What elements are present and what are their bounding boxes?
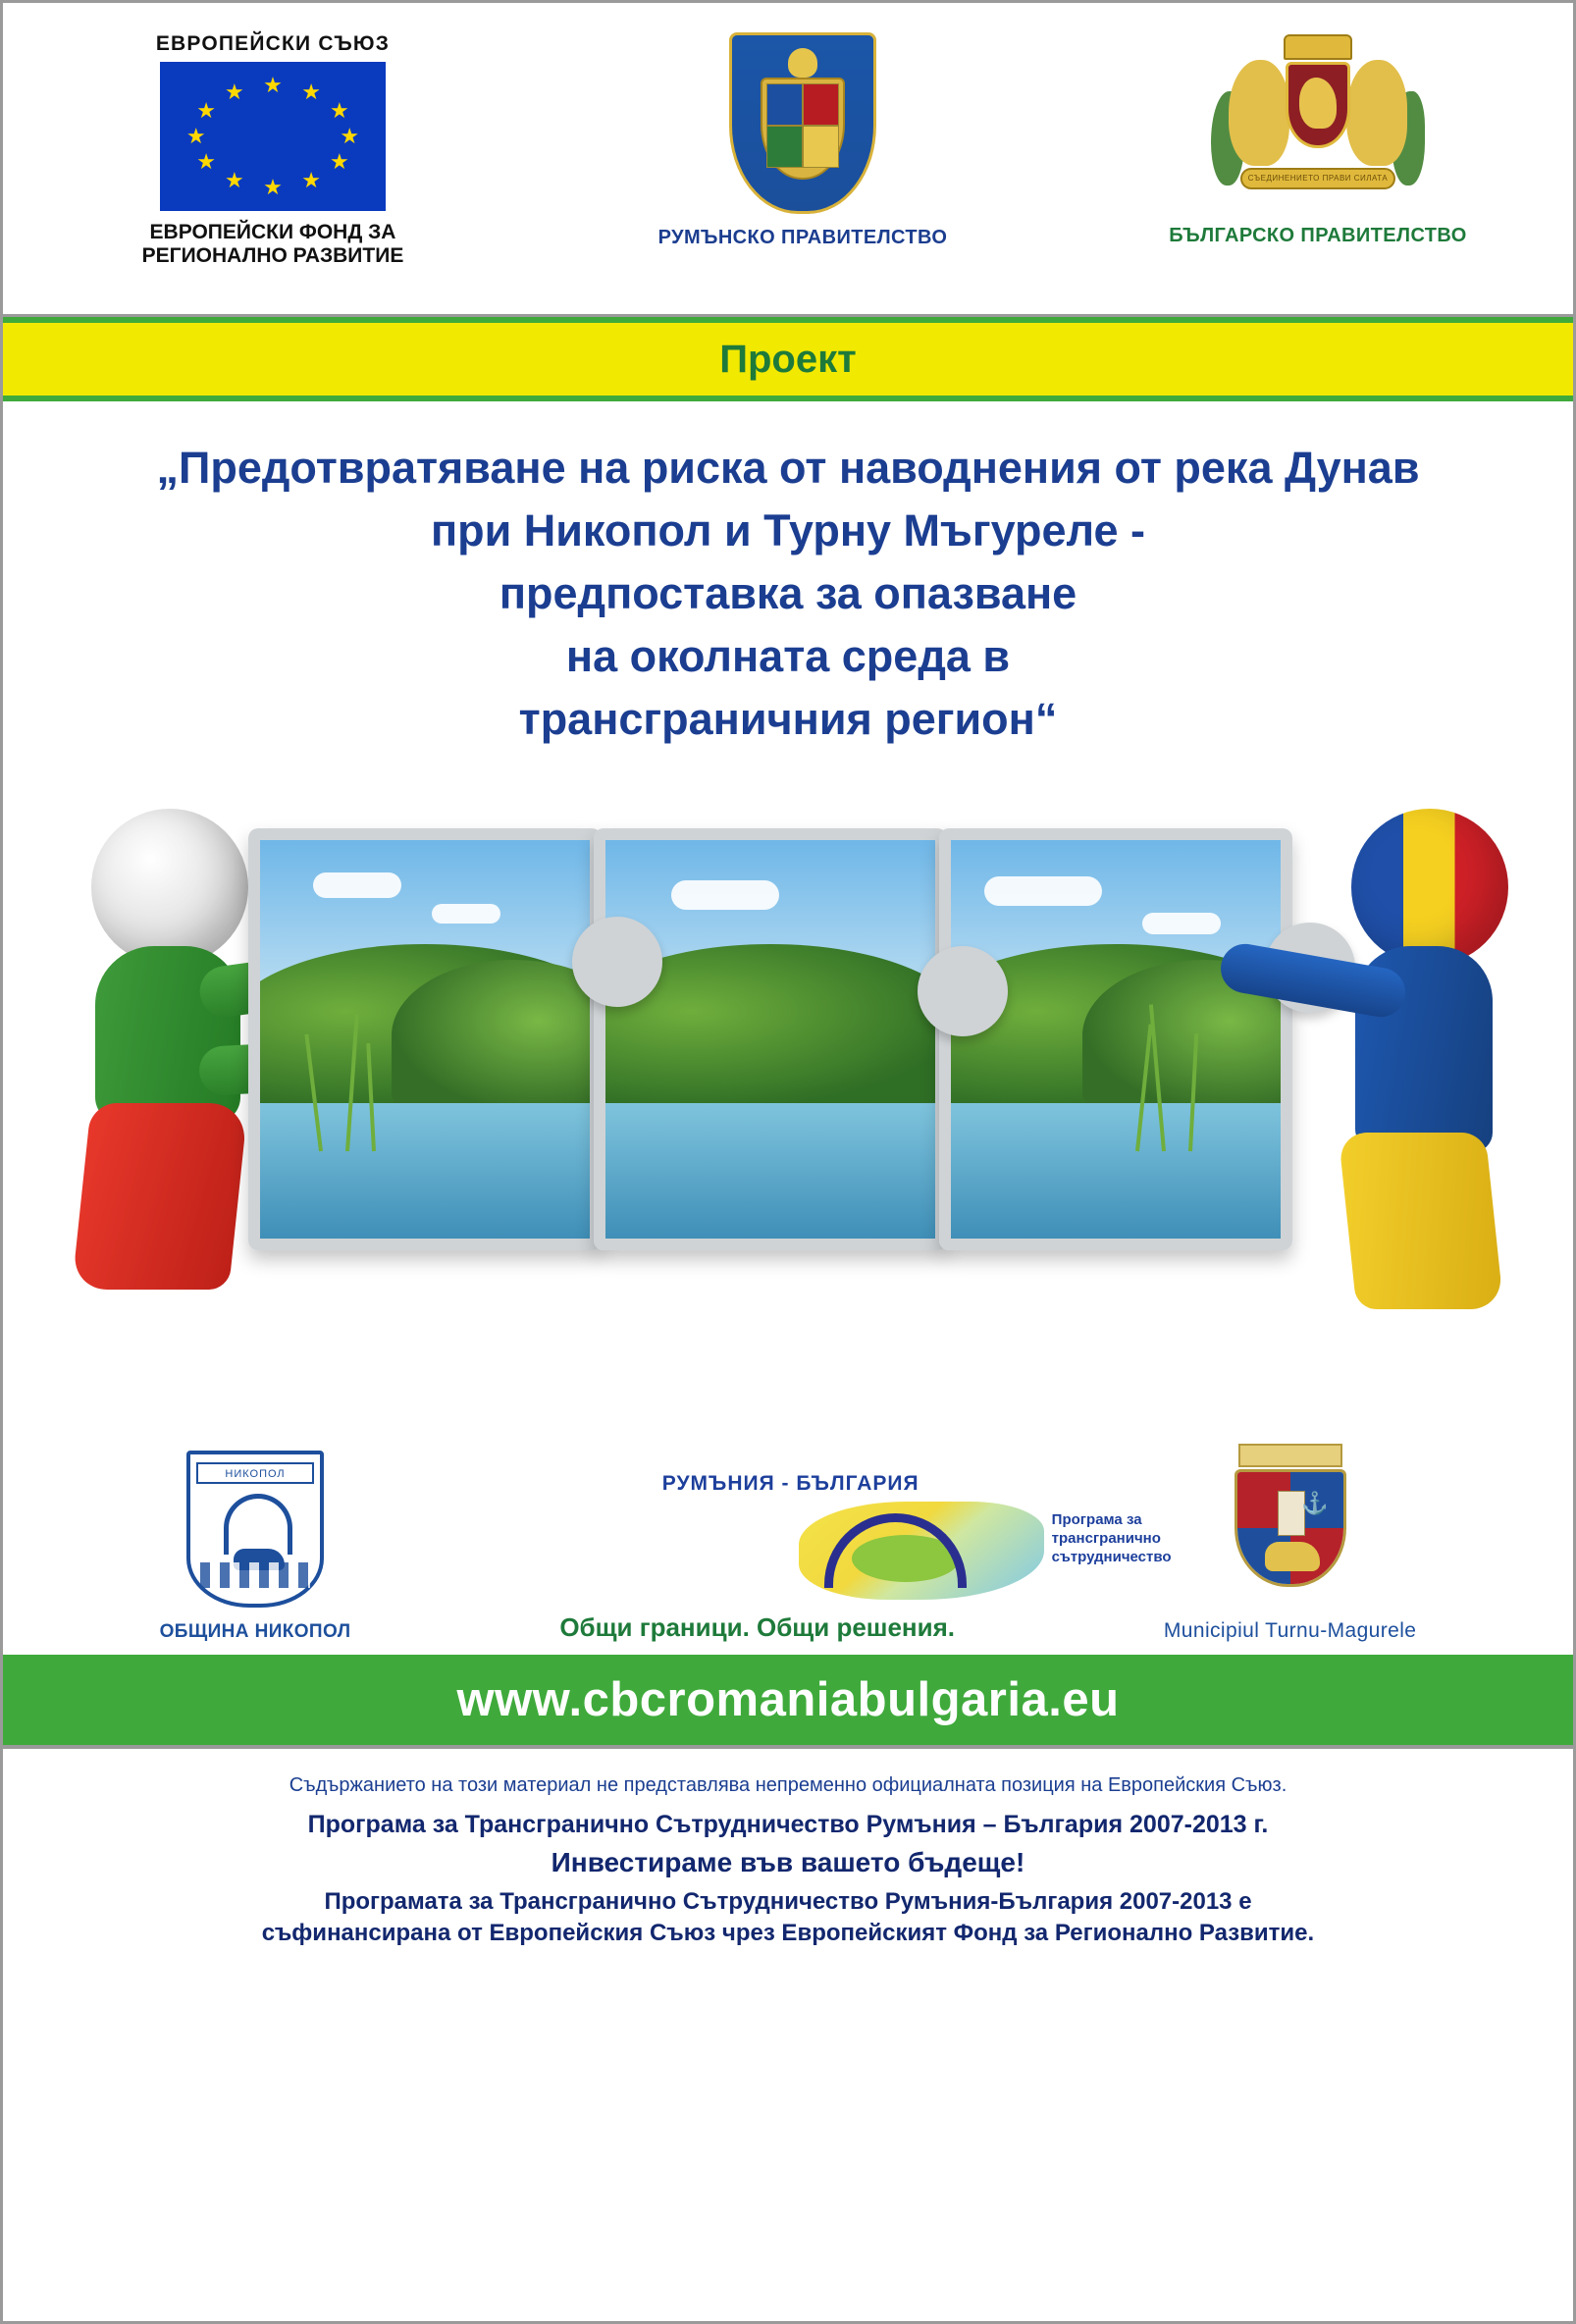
lion-supporter-right-shape [1346,60,1407,166]
turnu-magurele-caption: Municipiul Turnu-Magurele [1163,1619,1417,1643]
eu-star-icon: ★ [225,167,244,192]
lion-shape [1265,1542,1320,1571]
programme-slogan: Общи граници. Общи решения. [559,1612,956,1643]
quarter-3 [766,126,803,168]
title-line-4: на околната среда в [565,630,1011,681]
water-shape [605,1103,935,1239]
eagle-head-shape [788,48,817,78]
water-shape [260,1103,590,1239]
programme-side-line3: сътрудничество [1051,1548,1172,1565]
water-waves-shape [200,1562,310,1588]
puzzle-piece-right [939,828,1292,1250]
eu-flag-icon [160,62,386,211]
programme-side-line2: трансгранично [1051,1530,1161,1548]
page-title [3,401,1573,760]
footer-programme-line: Програма за Трансгранично Сътрудничество Румъния – България 2007-2013 г. [307,1811,1269,1839]
eu-logo-block [62,32,484,268]
romania-government-block [616,32,989,249]
eu-star-icon: ★ [185,124,206,148]
puzzle-knob [572,917,662,1007]
quarter-4 [803,126,839,168]
title-line-5: трансграничния регион“ [518,693,1058,744]
turnu-magurele-logo-block [1164,1444,1416,1643]
programme-logo-block [527,1472,1172,1643]
programme-side-text [1052,1511,1172,1566]
eu-fund-label-line1: ЕВРОПЕЙСКИ ФОНД ЗА [149,221,396,243]
footer [3,1749,1573,1957]
romania-coat-of-arms-icon [729,32,876,219]
eu-fund-label-line2: РЕГИОНАЛНО РАЗВИТИЕ [141,244,404,268]
eu-star-icon: ★ [263,73,283,98]
eu-star-icon: ★ [263,174,283,199]
eu-star-icon: ★ [196,148,217,174]
header [3,3,1573,317]
lion-supporter-left-shape [1229,60,1289,166]
website-url[interactable]: www.cbcromaniabulgaria.eu [456,1673,1120,1727]
eu-star-icon: ★ [225,79,244,105]
cloud-shape [1142,913,1221,934]
mural-crown-shape [1238,1444,1342,1467]
cloud-shape [984,876,1102,906]
puzzle-piece-left [248,828,602,1250]
eu-star-icon: ★ [301,79,321,105]
eu-top-label: ЕВРОПЕЙСКИ СЪЮЗ [155,32,391,55]
puzzle-knob [918,946,1008,1036]
eu-fund-label [142,221,404,268]
illustration [3,769,1573,1398]
cloud-shape [313,872,401,898]
eu-star-icon: ★ [329,148,349,174]
website-bar [3,1655,1573,1749]
nikopol-crest-name: НИКОПОЛ [196,1462,314,1484]
motto-ribbon: СЪЕДИНЕНИЕТО ПРАВИ СИЛАТА [1240,168,1395,189]
figure-legs-shape [1339,1133,1504,1309]
eu-star-icon: ★ [301,167,321,192]
programme-top-label: РУМЪНИЯ - БЪЛГАРИЯ [661,1472,919,1496]
nikopol-caption: ОБЩИНА НИКОПОЛ [159,1621,351,1643]
footer-funding-line2: съфинансирана от Европейския Съюз чрез Европейският Фонд за Регионално Развитие. [261,1919,1315,1946]
cloud-shape [432,904,500,924]
nikopol-crest-icon [186,1451,324,1608]
nature-puzzle-pieces [248,828,1338,1260]
title-line-1: „Предотвратяване на риска от наводнения от река Дунав [156,443,1420,493]
nikopol-logo-block [160,1451,351,1643]
eu-star-icon: ★ [329,98,349,124]
bridge-arch-shape [224,1494,292,1555]
footer-funding-line1: Програмата за Трансгранично Сътрудничество Румъния-България 2007-2013 е [324,1888,1252,1916]
quarter-2 [803,83,839,126]
quarter-1 [766,83,803,126]
shield-shape [1235,1469,1346,1587]
anchor-icon: ⚓ [1301,1490,1329,1515]
figure-head-shape [1351,809,1508,966]
figure-legs-shape [72,1103,248,1290]
figure-head-shape [91,809,248,966]
project-band-label: Проект [719,337,857,381]
bulgaria-government-label: БЪЛГАРСКО ПРАВИТЕЛСТВО [1169,225,1467,246]
cloud-shape [671,880,779,910]
bulgaria-government-block [1122,32,1514,247]
water-shape [951,1103,1281,1239]
eu-star-icon: ★ [196,98,217,124]
shield-quarters [766,83,839,168]
title-line-2: при Никопол и Турну Мъгуреле - [430,504,1146,555]
title-line-3: предпоставка за опазване [499,567,1077,618]
eu-star-icon: ★ [340,124,360,148]
crown-icon [1284,34,1352,60]
puzzle-piece-middle [594,828,947,1250]
turnu-magurele-crest-icon [1217,1444,1364,1606]
project-band [3,317,1573,401]
footer-slogan: Инвестираме във вашето бъдеще! [551,1847,1025,1878]
partner-logos [3,1398,1573,1643]
programme-side-line1: Програма за [1051,1511,1142,1529]
romania-government-label: РУМЪНСКО ПРАВИТЕЛСТВО [657,227,948,248]
bulgaria-coat-of-arms-icon [1205,32,1431,219]
footer-disclaimer: Съдържанието на този материал не представлява непременно официалната позиция на Европейския Съюз. [289,1774,1287,1797]
